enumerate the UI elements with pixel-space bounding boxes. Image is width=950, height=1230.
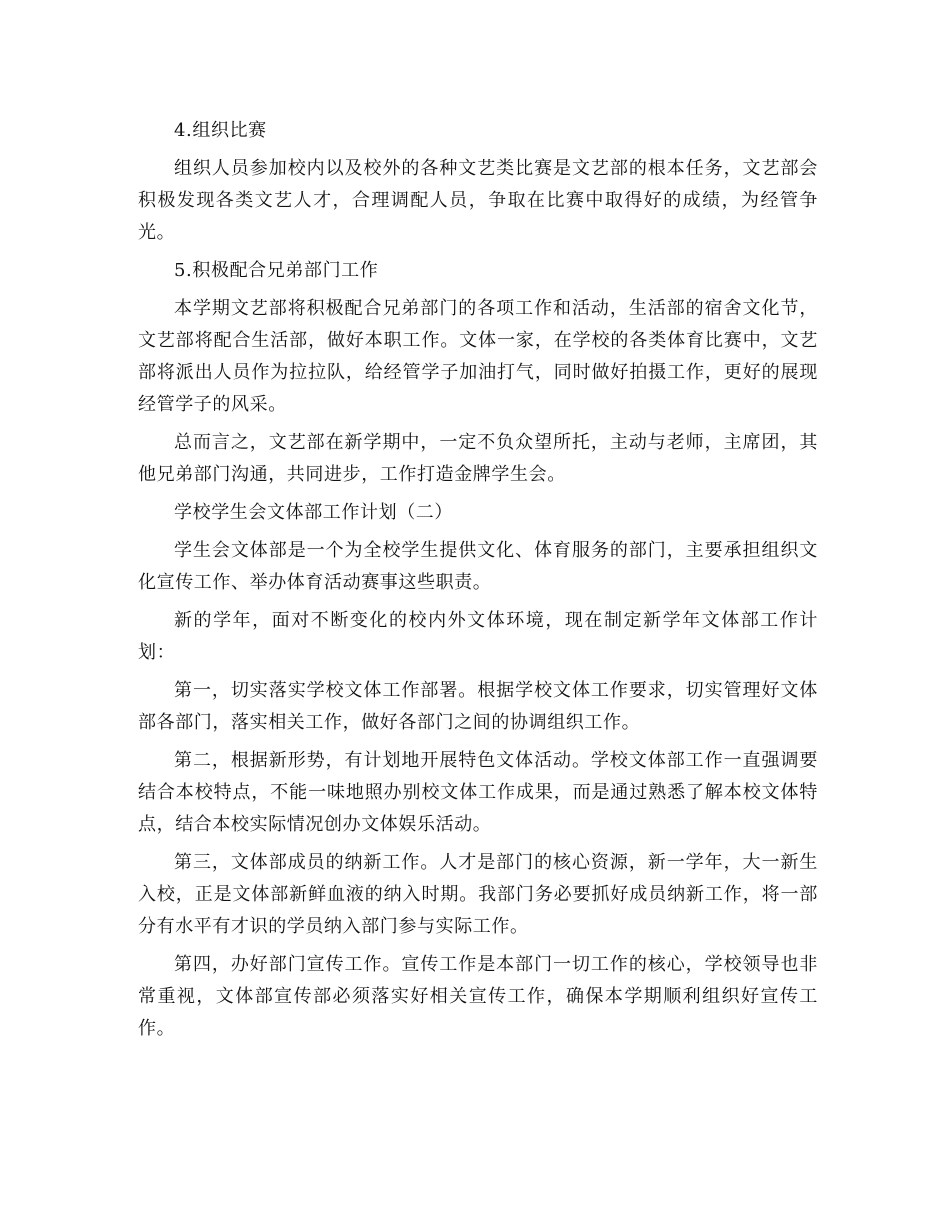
paragraph: 学生会文体部是一个为全校学生提供文化、体育服务的部门，主要承担组织文化宣传工作、举办体育活动赛事这些职责。: [138, 540, 818, 593]
paragraph: 第四，办好部门宣传工作。宣传工作是本部门一切工作的核心，学校领导也非常重视，文体部宣传部必须落实好相关宣传工作，确保本学期顺利组织好宣传工作。: [138, 954, 818, 1039]
section-heading-cooperate-departments: 5.积极配合兄弟部门工作: [174, 260, 379, 281]
paragraph: 总而言之，文艺部在新学期中，一定不负众望所托，主动与老师，主席团，其他兄弟部门沟通，共同进步，工作打造金牌学生会。: [138, 432, 818, 485]
section-heading-organize-competitions: 4.组织比赛: [174, 120, 267, 141]
document-body: [138, 115, 818, 1051]
paragraph: 第三，文体部成员的纳新工作。人才是部门的核心资源，新一学年，大一新生入校，正是文体部新鲜血液的纳入时期。我部门务必要抓好成员纳新工作，将一部分有水平有才识的学员纳入部门参与实际工作。: [138, 852, 818, 937]
document-subtitle: 学校学生会文体部工作计划（二）: [174, 502, 453, 523]
paragraph: 第二，根据新形势，有计划地开展特色文体活动。学校文体部工作一直强调要结合本校特点，不能一味地照办别校文体工作成果，而是通过熟悉了解本校文体特点，结合本校实际情况创办文体娱乐活动。: [138, 750, 818, 835]
paragraph: 本学期文艺部将积极配合兄弟部门的各项工作和活动，生活部的宿舍文化节，文艺部将配合生活部，做好本职工作。文体一家，在学校的各类体育比赛中，文艺部将派出人员作为拉拉队，给经管学子加油打气，同时做好拍摄工作，更好的展现经管学子的风采。: [138, 298, 818, 415]
paragraph: 第一，切实落实学校文体工作部署。根据学校文体工作要求，切实管理好文体部各部门，落实相关工作，做好各部门之间的协调组织工作。: [138, 680, 818, 733]
paragraph: 新的学年，面对不断变化的校内外文体环境，现在制定新学年文体部工作计划：: [138, 610, 818, 663]
paragraph: 组织人员参加校内以及校外的各种文艺类比赛是文艺部的根本任务，文艺部会积极发现各类文艺人才，合理调配人员，争取在比赛中取得好的成绩，为经管争光。: [138, 158, 818, 243]
